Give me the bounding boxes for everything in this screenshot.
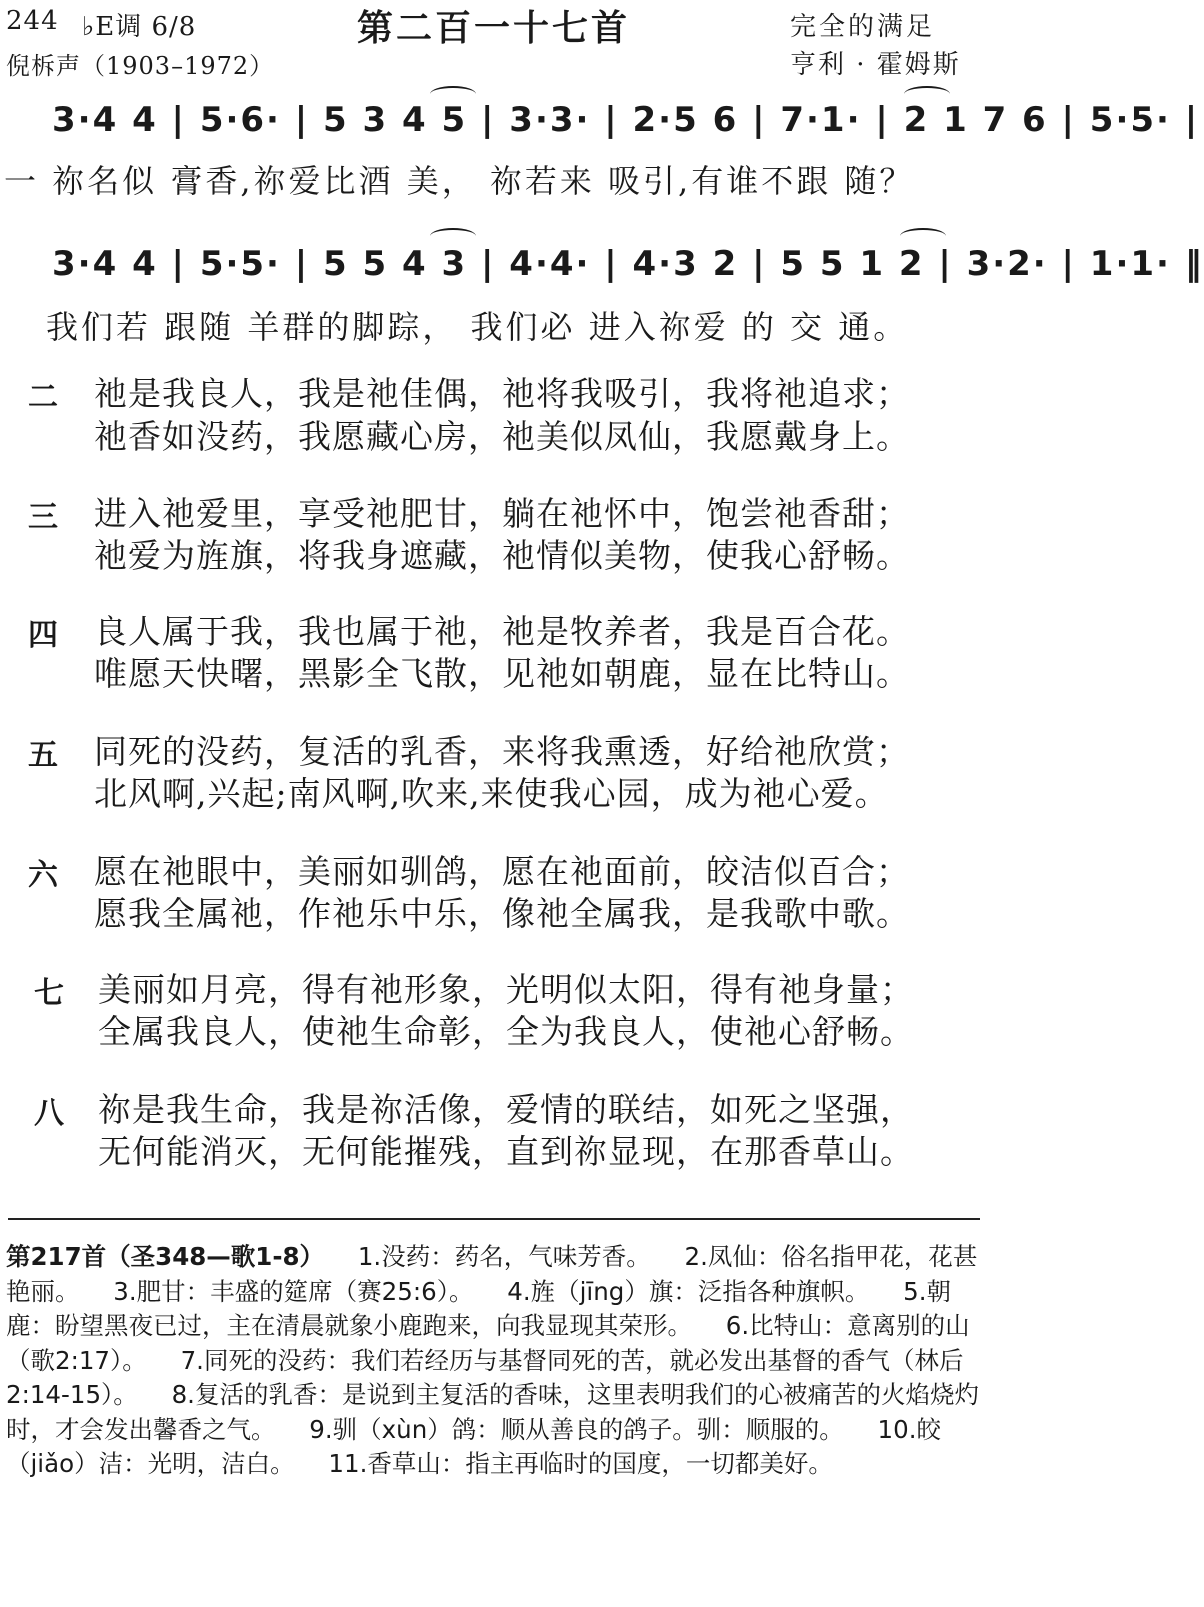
key-meter: ♭E调 6/8: [82, 12, 197, 42]
verse-line: 北风啊,兴起;南风啊,吹来,来使我心园，成为祂心爱。: [94, 774, 889, 813]
verse-number: 四: [28, 618, 58, 653]
verse-line: 全属我良人，使祂生命彰，全为我良人，使祂心舒畅。: [98, 1012, 914, 1051]
verse-number: 二: [28, 380, 58, 415]
footnote-item: 9.驯（xùn）鸽：顺从善良的鸽子。驯：顺服的。: [309, 1414, 844, 1444]
lyric-line-2: 我们若 跟随 羊群的脚踪， 我们必 进入祢爱 的 交 通。: [46, 308, 909, 346]
footnote-item: 1.没药：药名，气味芳香。: [357, 1242, 651, 1271]
hymn-number: 244: [6, 6, 59, 36]
footnote-heading: 第217首（圣348—歌1-8）: [6, 1242, 325, 1271]
tie-slur: [430, 228, 476, 244]
verse-line: 祢是我生命，我是祢活像，爱情的联结，如死之坚强，: [98, 1090, 914, 1129]
author: 亨利 · 霍姆斯: [790, 50, 961, 80]
footnote-item: 8.复活的乳香：是说到主复活的香味，这里表明我们的心被痛苦的火焰烧灼时，才会发出馨香之气。: [6, 1380, 979, 1444]
footnote-item: 11.香草山：指主再临时的国度，一切都美好。: [328, 1449, 833, 1478]
footnote-item: 5.朝鹿：盼望黑夜已过，主在清晨就象小鹿跑来，向我显现其荣形。: [6, 1276, 952, 1340]
hymn-title: 第二百一十七首: [357, 8, 631, 49]
verse-number: 六: [28, 858, 58, 893]
verse-line: 良人属于我，我也属于祂，祂是牧养者，我是百合花。: [94, 612, 910, 651]
verse-line: 祂香如没药，我愿藏心房，祂美似凤仙，我愿戴身上。: [94, 417, 910, 456]
footnote-divider: [8, 1218, 980, 1220]
verse-line: 唯愿天快曙，黑影全飞散，见祂如朝鹿，显在比特山。: [94, 654, 910, 693]
verse-number: 三: [28, 500, 58, 535]
verse-line: 美丽如月亮，得有祂形象，光明似太阳，得有祂身量；: [98, 970, 914, 1009]
lyric-line-1: 一 祢名似 膏香,祢爱比酒 美， 祢若来 吸引,有谁不跟 随？: [4, 162, 915, 200]
footnote-item: 3.肥甘：丰盛的筵席（赛25:6）。: [113, 1276, 474, 1306]
verse-number: 五: [28, 738, 58, 773]
footnote-item: 10.皎（jiǎo）洁：光明，洁白。: [6, 1414, 941, 1478]
notation-line-2: 3·4 4 | 5·5· | 5 5 4 3 | 4·4· | 4·3 2 | 5 5 1 2 | 3·2· | 1·1· ‖: [52, 244, 1204, 284]
footnote-item: 7.同死的没药：我们若经历与基督同死的苦，就必发出基督的香气（林后2:14-15）。: [6, 1345, 964, 1409]
footnote-item: 2.凤仙：俗名指甲花，花甚艳丽。: [6, 1242, 978, 1306]
verse-line: 无何能消灭，无何能摧残，直到祢显现，在那香草山。: [98, 1132, 914, 1171]
verse-line: 进入祂爱里，享受祂肥甘，躺在祂怀中，饱尝祂香甜；: [94, 494, 910, 533]
verse-number: 七: [34, 976, 64, 1011]
verse-number: 八: [34, 1096, 64, 1131]
footnotes: [6, 1240, 981, 1482]
verse-line: 祂爱为旌旗，将我身遮藏，祂情似美物，使我心舒畅。: [94, 536, 910, 575]
verse-line: 愿我全属祂，作祂乐中乐，像祂全属我，是我歌中歌。: [94, 894, 910, 933]
hymn-subtitle: 完全的满足: [790, 12, 936, 42]
composer: 倪柝声（1903–1972）: [6, 52, 275, 80]
footnote-item: 6.比特山：意离别的山（歌2:17）。: [6, 1311, 970, 1375]
footnote-item: 4.旌（jīng）旗：泛指各种旗帜。: [507, 1276, 870, 1306]
verse-line: 祂是我良人，我是祂佳偶，祂将我吸引，我将祂追求；: [94, 374, 910, 413]
verse-line: 愿在祂眼中，美丽如驯鸽，愿在祂面前，皎洁似百合；: [94, 852, 910, 891]
notation-line-1: 3·4 4 | 5·6· | 5 3 4 5 | 3·3· | 2·5 6 | 7·1· | 2 1 7 6 | 5·5· |: [52, 100, 1200, 140]
verse-line: 同死的没药，复活的乳香，来将我熏透，好给祂欣赏；: [94, 732, 910, 771]
tie-slur: [900, 228, 946, 244]
